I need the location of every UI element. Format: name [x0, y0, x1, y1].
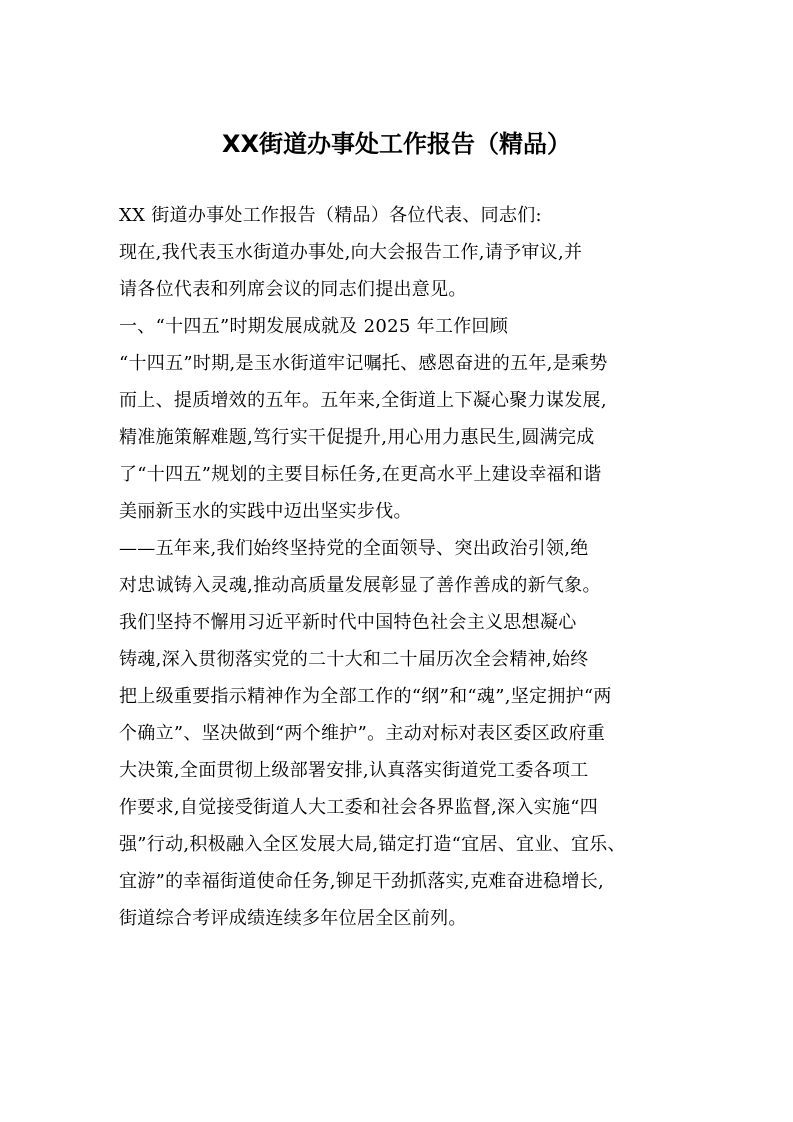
text-line: 作要求,自觉接受街道人大工委和社会各界监督,深入实施“四: [119, 797, 599, 818]
text-line: 精准施策解难题,笃行实干促提升,用心用力惠民生,圆满完成: [119, 427, 595, 448]
text-line: 而上、提质增效的五年。五年来,全街道上下凝心聚力谋发展,: [119, 390, 607, 411]
text-line: 美丽新玉水的实践中迈出坚实步伐。: [119, 501, 412, 522]
document-body: [119, 197, 679, 937]
text-line: 个确立”、坚决做到“两个维护”。主动对标对表区委区政府重: [119, 723, 606, 744]
text-line: ——五年来,我们始终坚持党的全面领导、突出政治引领,绝: [119, 538, 589, 559]
text-line: 把上级重要指示精神作为全部工作的“纲”和“魂”,坚定拥护“两: [119, 686, 612, 707]
section-heading: 一、“十四五”时期发展成就及 2025 年工作回顾: [119, 316, 509, 337]
text-line: 街道综合考评成绩连续多年位居全区前列。: [119, 908, 467, 929]
document-title: XX街道办事处工作报告（精品）: [221, 130, 571, 158]
text-line: 对忠诚铸入灵魂,推动高质量发展彰显了善作善成的新气象。: [119, 575, 601, 596]
text-line: 铸魂,深入贯彻落实党的二十大和二十届历次全会精神,始终: [119, 649, 589, 670]
text-line: XX 街道办事处工作报告（精品）各位代表、同志们:: [119, 205, 542, 226]
text-line: 了“十四五”规划的主要目标任务,在更高水平上建设幸福和谐: [119, 464, 602, 485]
text-line: 强”行动,积极融入全区发展大局,锚定打造“宜居、宜业、宜乐、: [119, 834, 626, 855]
text-line: 我们坚持不懈用习近平新时代中国特色社会主义思想凝心: [119, 612, 577, 633]
text-line: 大决策,全面贯彻上级部署安排,认真落实街道党工委各项工: [119, 760, 589, 781]
text-line: “十四五”时期,是玉水街道牢记嘱托、感恩奋进的五年,是乘势: [119, 353, 608, 374]
text-line: 现在,我代表玉水街道办事处,向大会报告工作,请予审议,并: [119, 242, 583, 263]
text-line: 请各位代表和列席会议的同志们提出意见。: [119, 279, 467, 300]
text-line: 宜游”的幸福街道使命任务,铆足干劲抓落实,克难奋进稳增长,: [119, 871, 605, 892]
